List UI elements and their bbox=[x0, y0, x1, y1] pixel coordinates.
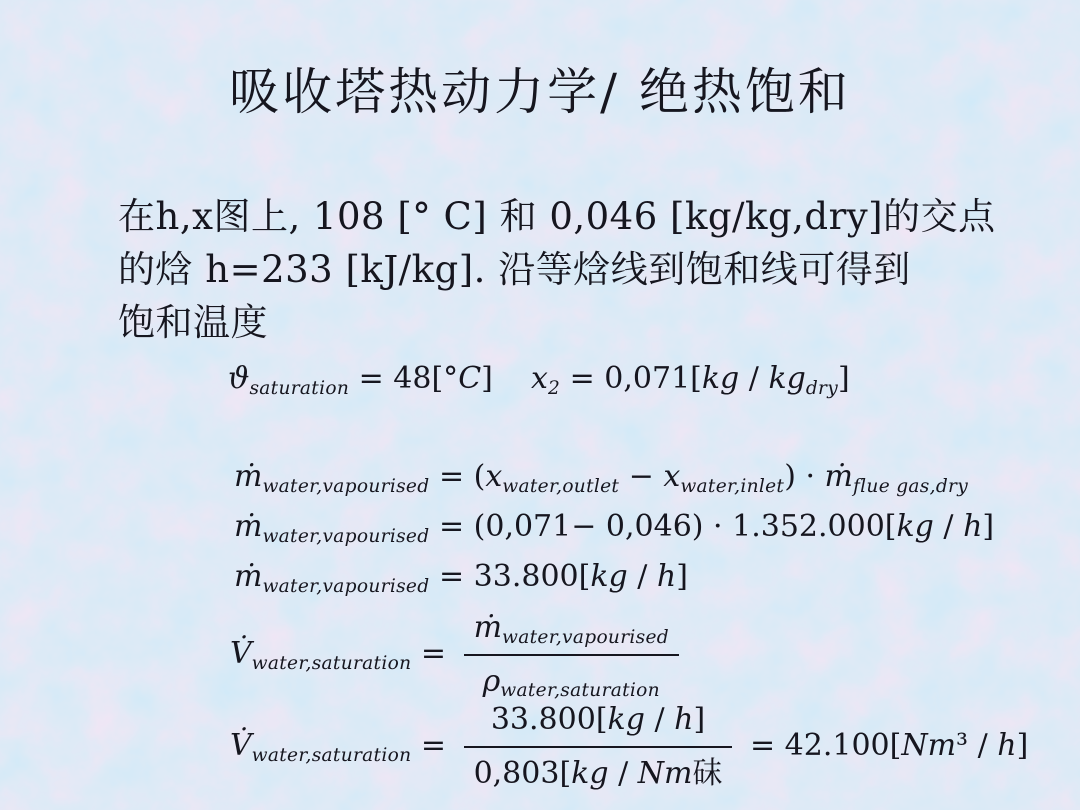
formula-water-vapourised-result: ṁwater,vapourised = 33.800[kg / h] bbox=[234, 559, 688, 597]
formula-volume-flow-result: V̇water,saturation = $\frac{33.800[kg / h]}{\text{0,803[kg / Nm砞}}$ = 42.100[Nm³ / h] bbox=[230, 702, 1029, 791]
body-paragraph bbox=[118, 190, 1018, 349]
formula-volume-flow-definition: V̇water,saturation = $\frac{\text{ṁwater,vapourised}}{\text{ρwater,saturation}}$ bbox=[230, 608, 687, 702]
formula-water-vapourised-balance: ṁwater,vapourised = (xwater,outlet − xwater,inlet) · ṁflue gas,dry bbox=[234, 459, 969, 497]
formula-water-vapourised-numeric: ṁwater,vapourised = (0,071− 0,046) · 1.352.000[kg / h] bbox=[234, 509, 995, 547]
formula-saturation-temperature: ϑsaturation = 48[°C] x2 = 0,071[kg / kgdry] bbox=[228, 361, 850, 399]
slide-title: 吸收塔热动力学/ 绝热饱和 bbox=[229, 63, 851, 121]
paragraph-line-1: 在h,x图上, 108 [° C] 和 0,046 [kg/kg,dry]的交点 bbox=[118, 195, 996, 238]
paragraph-line-3: 饱和温度 bbox=[118, 301, 268, 344]
paragraph-line-2: 的焓 h=233 [kJ/kg]. 沿等焓线到饱和线可得到 bbox=[118, 248, 911, 291]
